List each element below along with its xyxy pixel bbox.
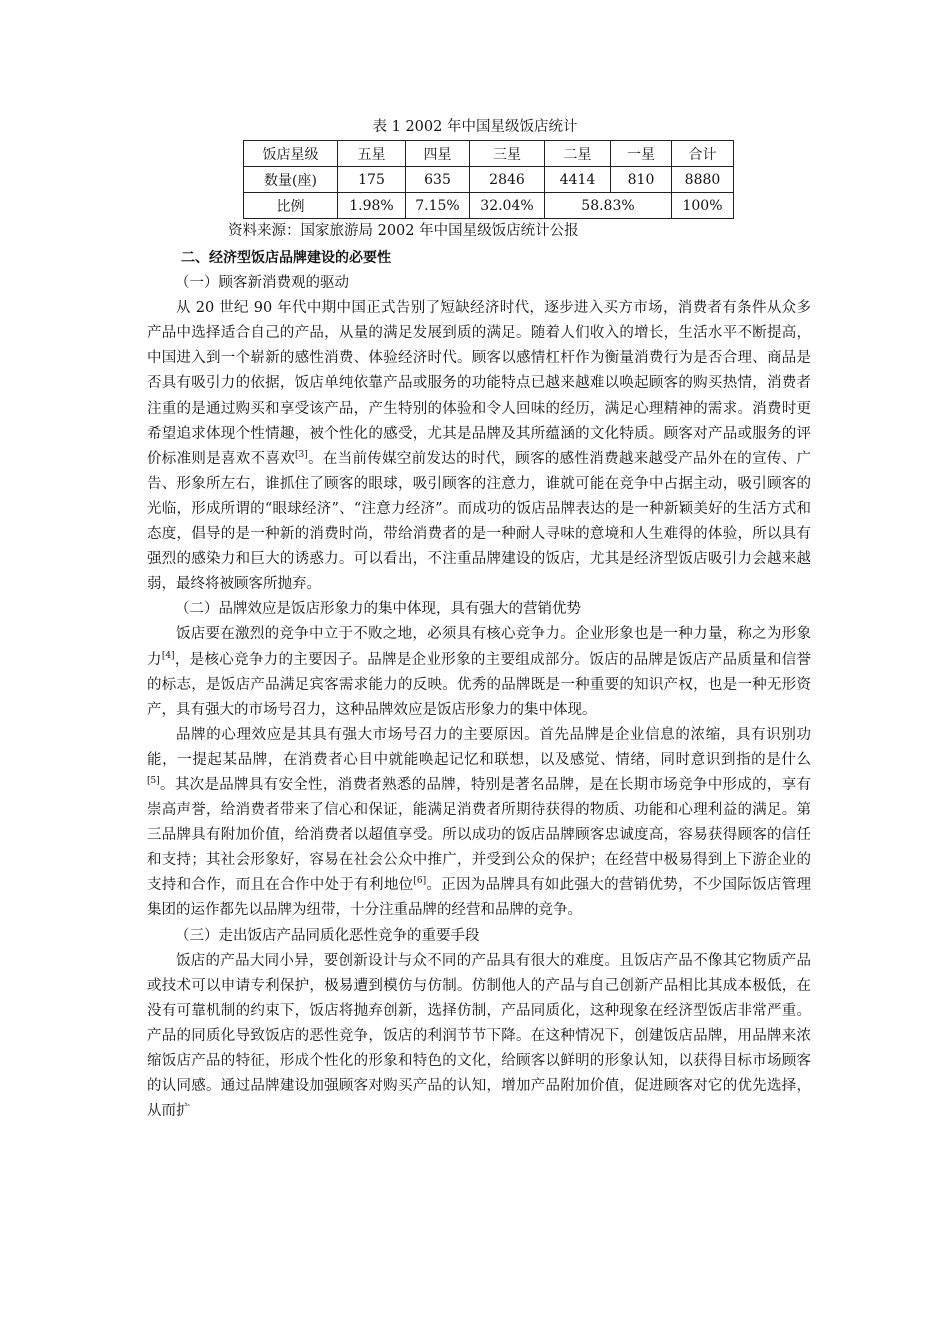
body-text [147,246,811,1124]
table-cell: 比例 [244,193,338,219]
citation-ref: [4] [161,650,175,661]
table-caption: 表 1 2002 年中国星级饭店统计 [372,119,578,135]
paragraph: 从 20 世纪 90 年代中期中国正式告别了短缺经济时代，逐步进入买方市场，消费者有条件从众多产品中选择适合自己的产品，从量的满足发展到质的满足。随着人们收入的增长，生活水平不断提高，中国进入到一个崭新的感性消费、体验经济时代。顾客以感情杠杆作为衡量消费行为是否合理、商品是否具有吸引力的依据，饭店单纯依靠产品或服务的功能特点已越来越难以唤起顾客的购买热情，消费者注重的是通过购买和享受该产品，产生特别的体验和令人回味的经历，满足心理精神的需求。消费时更希望追求体现个性情趣，被个性化的感受，尤其是品牌及其所蕴涵的文化特质。顾客对产品或服务的评价标准则是喜欢不喜欢[3]。在当前传媒空前发达的时代，顾客的感性消费越来越受产品外在的宣传、广告、形象所左右，谁抓住了顾客的眼球，吸引顾客的注意力，谁就可能在竞争中占据主动，吸引顾客的光临，形成所谓的“眼球经济”、“注意力经济”。而成功的饭店品牌表达的是一种新颖美好的生活方式和态度，倡导的是一种新的消费时尚，带给消费者的是一种耐人寻味的意境和人生难得的体验，所以具有强烈的感染力和巨大的诱惑力。可以看出，不注重品牌建设的饭店，尤其是经济型饭店吸引力会越来越弱，最终将被顾客所抛弃。 [147,300,812,593]
subsection-heading: （二）品牌效应是饭店形象力的集中体现，具有强大的营销优势 [175,601,581,618]
citation-ref: [3] [295,449,308,460]
table-cell-merged: 58.83% [545,193,672,219]
table-cell: 635 [406,167,470,193]
table-cell: 8880 [672,167,734,193]
table-cell: 175 [338,167,406,193]
table-header-cell: 三星 [470,141,545,167]
table-header-cell: 一星 [611,141,672,167]
citation-ref: [6] [413,876,427,887]
table-header-cell: 五星 [338,141,406,167]
table-cell: 4414 [545,167,611,193]
citation-ref: [5] [147,776,160,787]
hotel-star-statistics-table [243,140,734,219]
table-header-cell: 二星 [545,141,611,167]
table-header-cell: 合计 [672,141,734,167]
table-header-row [244,141,734,167]
paragraph: 饭店的产品大同小异，要创新设计与众不同的产品具有很大的难度。且饭店产品不像其它物质产品或技术可以申请专利保护，极易遭到模仿与仿制。仿制他人的产品与自己创新产品相比其成本极低，在没有可靠机制的约束下，饭店将抛弃创新，选择仿制，产品同质化，这种现象在经济型饭店非常严重。产品的同质化导致饭店的恶性竞争，饭店的利润节节下降。在这种情况下，创建饭店品牌，用品牌来浓缩饭店产品的特征，形成个性化的形象和特色的文化，给顾客以鲜明的形象认知，以获得目标市场顾客的认同感。通过品牌建设加强顾客对购买产品的认知，增加产品附加价值，促进顾客对它的优先选择，从而扩 [147,952,811,1120]
subsection-heading: （一）顾客新消费观的驱动 [175,275,349,292]
table-header-cell: 饭店星级 [244,141,338,167]
table-header-cell: 四星 [406,141,470,167]
section-heading: 二、经济型饭店品牌建设的必要性 [181,250,391,266]
table-cell: 100% [672,193,734,219]
paragraph: 品牌的心理效应是其具有强大市场号召力的主要原因。首先品牌是企业信息的浓缩，具有识别功能，一提起某品牌，在消费者心目中就能唤起记忆和联想，以及感觉、情绪，同时意识到指的是什么[5]。其次是品牌具有安全性，消费者熟悉的品牌，特别是著名品牌，是在长期市场竞争中形成的，享有崇高声誉，给消费者带来了信心和保证，能满足消费者所期待获得的物质、功能和心理利益的满足。第三品牌具有附加价值，给消费者以超值享受。所以成功的饭店品牌顾客忠诚度高，容易获得顾客的信任和支持；其社会形象好，容易在社会公众中推广，并受到公众的保护；在经营中极易得到上下游企业的支持和合作，而且在合作中处于有利地位[6]。正因为品牌具有如此强大的营销优势，不少国际饭店管理集团的运作都先以品牌为纽带，十分注重品牌的经营和品牌的竞争。 [147,726,811,919]
paragraph: 饭店要在激烈的竞争中立于不败之地，必须具有核心竞争力。企业形象也是一种力量，称之为形象力[4]，是核心竞争力的主要因子。品牌是企业形象的主要组成部分。饭店的品牌是饭店产品质量和信誉的标志，是饭店产品满足宾客需求能力的反映。优秀的品牌既是一种重要的知识产权，也是一种无形资产，具有强大的市场号召力，这种品牌效应是饭店形象力的集中体现。 [147,626,812,718]
table-row-count [244,167,734,193]
table-source-note: 资料来源：国家旅游局 2002 年中国星级饭店统计公报 [228,223,579,239]
table-cell: 数量(座) [244,167,338,193]
subsection-heading: （三）走出饭店产品同质化恶性竞争的重要手段 [175,927,480,944]
table-cell: 32.04% [470,193,545,219]
table-row-ratio [244,193,734,219]
table-cell: 7.15% [406,193,470,219]
table-cell: 1.98% [338,193,406,219]
table-cell: 2846 [470,167,545,193]
table-cell: 810 [611,167,672,193]
